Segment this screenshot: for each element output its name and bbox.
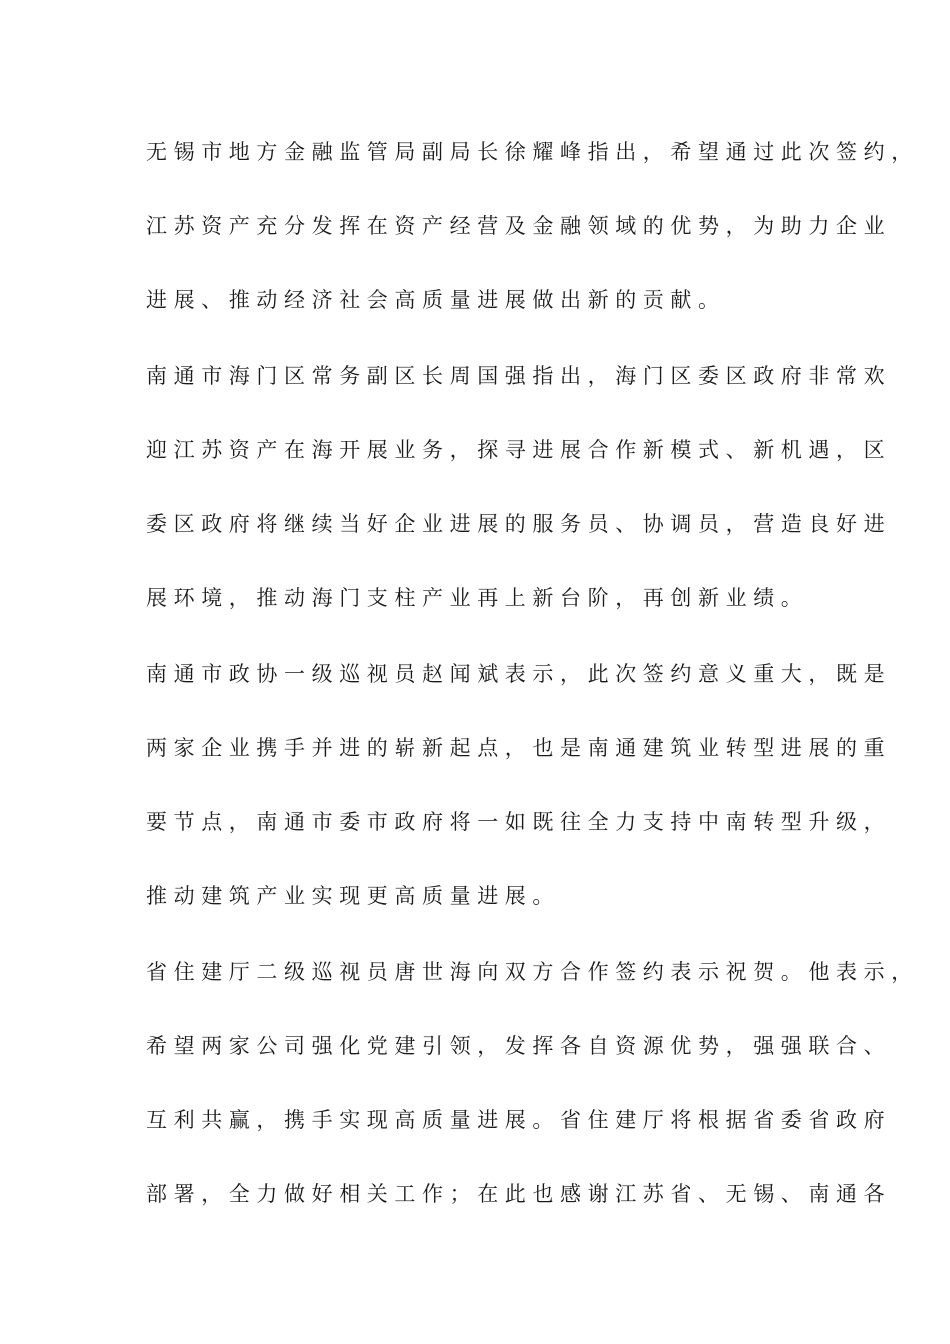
text-line: 推动建筑产业实现更高质量进展。 <box>146 884 560 908</box>
text-line: 两家企业携手并进的崭新起点，也是南通建筑业转型进展的重 <box>146 736 892 760</box>
text-line: 展环境，推动海门支柱产业再上新台阶，再创新业绩。 <box>146 586 809 610</box>
text-line: 委区政府将继续当好企业进展的服务员、协调员，营造良好进 <box>146 512 892 536</box>
text-line: 南通市海门区常务副区长周国强指出，海门区委区政府非常欢 <box>146 364 892 388</box>
text-line: 互利共赢，携手实现高质量进展。省住建厅将根据省委省政府 <box>146 1108 892 1132</box>
text-line: 迎江苏资产在海开展业务，探寻进展合作新模式、新机遇，区 <box>146 438 892 462</box>
text-line: 无锡市地方金融监管局副局长徐耀峰指出，希望通过此次签约， <box>146 140 919 164</box>
text-line: 省住建厅二级巡视员唐世海向双方合作签约表示祝贺。他表示， <box>146 960 919 984</box>
text-line: 希望两家公司强化党建引领，发挥各自资源优势，强强联合、 <box>146 1034 892 1058</box>
text-line: 部署，全力做好相关工作；在此也感谢江苏省、无锡、南通各 <box>146 1182 892 1206</box>
text-line: 南通市政协一级巡视员赵闻斌表示，此次签约意义重大，既是 <box>146 662 892 686</box>
text-line: 江苏资产充分发挥在资产经营及金融领域的优势，为助力企业 <box>146 214 892 238</box>
text-line: 进展、推动经济社会高质量进展做出新的贡献。 <box>146 288 726 312</box>
text-line: 要节点，南通市委市政府将一如既往全力支持中南转型升级， <box>146 810 892 834</box>
